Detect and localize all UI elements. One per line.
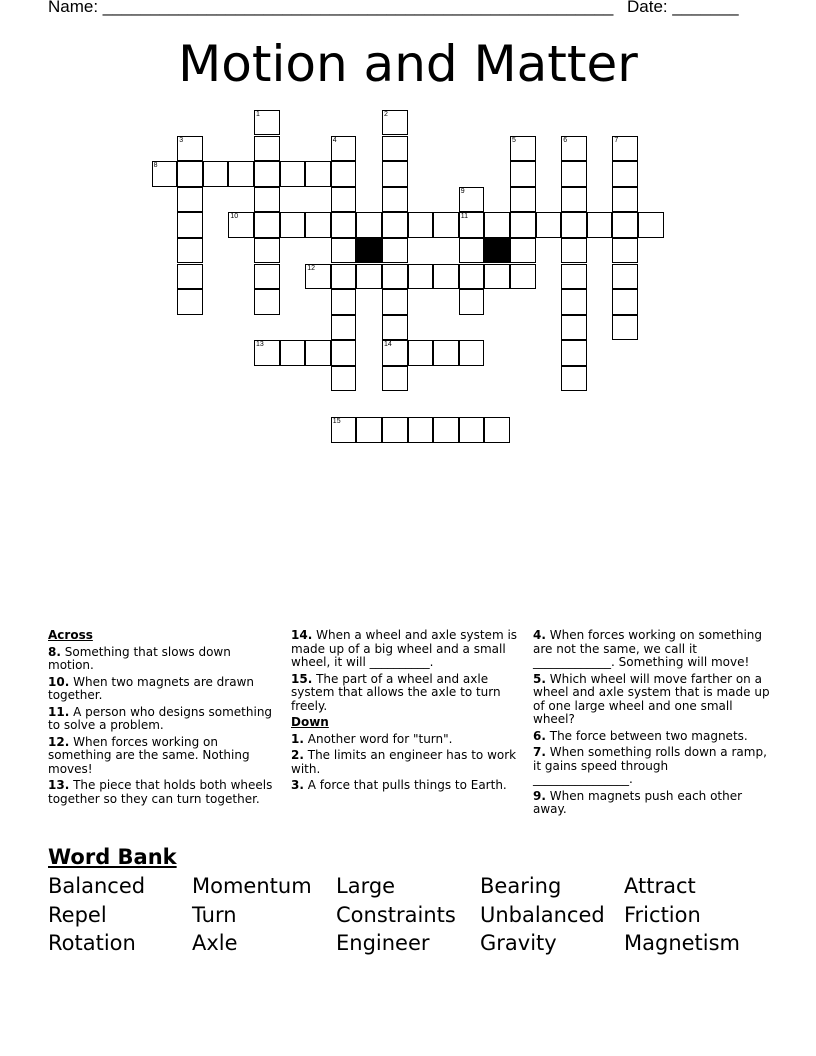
grid-cell[interactable] — [612, 212, 638, 238]
grid-cell[interactable] — [280, 212, 306, 238]
grid-cell[interactable] — [331, 187, 357, 213]
grid-cell[interactable] — [177, 161, 203, 187]
grid-cell[interactable] — [382, 212, 408, 238]
clues-column-3 — [533, 629, 771, 820]
grid-cell[interactable] — [331, 366, 357, 392]
word-bank-item: Rotation — [48, 931, 136, 955]
grid-cell[interactable] — [228, 212, 254, 238]
word-bank-item: Momentum — [192, 874, 312, 898]
word-bank-item: Constraints — [336, 903, 456, 927]
grid-cell[interactable] — [254, 340, 280, 366]
grid-cell[interactable] — [510, 161, 536, 187]
clue-down-2: 2. The limits an engineer has to work with. — [291, 748, 517, 776]
grid-cell[interactable] — [382, 289, 408, 315]
word-bank-item: Axle — [192, 931, 238, 955]
grid-cell[interactable] — [331, 161, 357, 187]
clue-down-9: 9. When magnets push each other away. — [533, 788, 743, 816]
grid-cell[interactable] — [510, 136, 536, 162]
grid-cell[interactable] — [382, 264, 408, 290]
grid-cell[interactable] — [356, 417, 382, 443]
grid-cell[interactable] — [382, 161, 408, 187]
grid-cell[interactable] — [305, 161, 331, 187]
word-bank-item: Gravity — [480, 931, 557, 955]
clue-down-6: 6. The force between two magnets. — [533, 728, 748, 743]
grid-cell[interactable] — [484, 417, 510, 443]
grid-cell[interactable] — [561, 212, 587, 238]
cell-number: 11 — [460, 213, 469, 221]
clue-down-7: 7. When something rolls down a ramp, it gains speed through ________________. — [533, 745, 767, 786]
across-heading: Across — [48, 628, 93, 642]
grid-cell[interactable] — [382, 417, 408, 443]
grid-cell[interactable] — [561, 264, 587, 290]
grid-cell[interactable] — [612, 136, 638, 162]
clue-across-14: 14. When a wheel and axle system is made up of a big wheel and a small wheel, it will __________. — [291, 628, 518, 669]
word-bank-title: Word Bank — [48, 845, 177, 869]
name-field[interactable]: Name: ______________________________________________________ — [48, 0, 614, 16]
grid-cell[interactable] — [510, 238, 536, 264]
grid-cell[interactable] — [356, 212, 382, 238]
black-square — [356, 238, 382, 264]
word-bank-item: Repel — [48, 903, 107, 927]
cell-number: 4 — [332, 136, 337, 144]
grid-cell[interactable] — [408, 212, 434, 238]
grid-cell[interactable] — [638, 212, 664, 238]
clue-down-5: 5. Which wheel will move farther on a wheel and axle system that is made up of one large wheel and one small wheel? — [533, 671, 770, 726]
grid-cell[interactable] — [382, 238, 408, 264]
cell-number: 10 — [230, 213, 239, 221]
grid-cell[interactable] — [280, 161, 306, 187]
cell-number: 7 — [614, 136, 619, 144]
grid-cell[interactable] — [561, 289, 587, 315]
grid-cell[interactable] — [305, 264, 331, 290]
grid-cell[interactable] — [408, 340, 434, 366]
grid-cell[interactable] — [177, 187, 203, 213]
word-bank-item: Friction — [624, 903, 701, 927]
grid-cell[interactable] — [177, 289, 203, 315]
grid-cell[interactable] — [459, 340, 485, 366]
page-title: Motion and Matter — [178, 35, 638, 93]
grid-cell[interactable] — [536, 212, 562, 238]
word-bank-item: Balanced — [48, 874, 146, 898]
grid-cell[interactable] — [152, 161, 178, 187]
grid-cell[interactable] — [177, 212, 203, 238]
grid-cell[interactable] — [408, 417, 434, 443]
grid-cell[interactable] — [356, 264, 382, 290]
clue-across-8: 8. Something that slows down motion. — [48, 644, 231, 672]
clue-across-12: 12. When forces working on something are the same. Nothing moves! — [48, 734, 250, 776]
grid-cell[interactable] — [254, 289, 280, 315]
grid-cell[interactable] — [561, 340, 587, 366]
grid-cell[interactable] — [228, 161, 254, 187]
grid-cell[interactable] — [254, 161, 280, 187]
grid-cell[interactable] — [459, 238, 485, 264]
grid-cell[interactable] — [382, 110, 408, 136]
grid-cell[interactable] — [331, 289, 357, 315]
grid-cell[interactable] — [254, 110, 280, 136]
clue-across-13: 13. The piece that holds both wheels together so they can turn together. — [48, 778, 273, 806]
grid-cell[interactable] — [254, 212, 280, 238]
cell-number: 9 — [460, 187, 465, 195]
cell-number: 1 — [256, 110, 260, 118]
grid-cell[interactable] — [331, 340, 357, 366]
grid-cell[interactable] — [254, 264, 280, 290]
grid-cell[interactable] — [510, 264, 536, 290]
grid-cell[interactable] — [254, 187, 280, 213]
clues-column-1 — [48, 629, 280, 809]
cell-number: 6 — [563, 136, 568, 144]
grid-cell[interactable] — [280, 340, 306, 366]
grid-cell[interactable] — [408, 264, 434, 290]
cell-number: 8 — [153, 162, 158, 170]
grid-cell[interactable] — [561, 366, 587, 392]
grid-cell[interactable] — [331, 238, 357, 264]
word-bank-item: Engineer — [336, 931, 430, 955]
word-bank-item: Large — [336, 874, 396, 898]
grid-cell[interactable] — [561, 238, 587, 264]
cell-number: 5 — [512, 136, 516, 144]
grid-cell[interactable] — [331, 417, 357, 443]
grid-cell[interactable] — [459, 212, 485, 238]
grid-cell[interactable] — [510, 212, 536, 238]
grid-cell[interactable] — [561, 136, 587, 162]
grid-cell[interactable] — [484, 264, 510, 290]
grid-cell[interactable] — [459, 264, 485, 290]
grid-cell[interactable] — [382, 136, 408, 162]
grid-cell[interactable] — [331, 315, 357, 341]
cell-number: 12 — [307, 264, 315, 272]
down-heading: Down — [291, 715, 329, 729]
grid-cell[interactable] — [254, 136, 280, 162]
grid-cell[interactable] — [459, 187, 485, 213]
grid-cell[interactable] — [382, 187, 408, 213]
grid-cell[interactable] — [305, 212, 331, 238]
clue-down-4: 4. When forces working on something are not the same, we call it _____________. Something will move! — [533, 628, 763, 669]
grid-cell[interactable] — [382, 366, 408, 392]
grid-cell[interactable] — [612, 289, 638, 315]
clues-column-2 — [291, 629, 523, 796]
grid-cell[interactable] — [612, 161, 638, 187]
word-bank-item: Unbalanced — [480, 903, 605, 927]
word-bank-item: Turn — [192, 903, 237, 927]
word-bank-item: Attract — [624, 874, 696, 898]
cell-number: 15 — [332, 418, 341, 426]
grid-cell[interactable] — [177, 238, 203, 264]
word-bank-item: Magnetism — [624, 931, 741, 955]
crossword-grid — [0, 0, 816, 460]
cell-number: 14 — [384, 341, 392, 349]
clue-down-1: 1. Another word for "turn". — [291, 731, 453, 746]
grid-cell[interactable] — [587, 212, 613, 238]
grid-cell[interactable] — [612, 315, 638, 341]
grid-cell[interactable] — [561, 187, 587, 213]
grid-cell[interactable] — [177, 136, 203, 162]
grid-cell[interactable] — [433, 264, 459, 290]
clue-across-15: 15. The part of a wheel and axle system that allows the axle to turn freely. — [291, 671, 501, 713]
grid-cell[interactable] — [561, 315, 587, 341]
cell-number: 3 — [179, 136, 184, 144]
grid-cell[interactable] — [484, 212, 510, 238]
grid-cell[interactable] — [433, 340, 459, 366]
grid-cell[interactable] — [510, 187, 536, 213]
cell-number: 2 — [384, 110, 388, 118]
grid-cell[interactable] — [177, 264, 203, 290]
grid-cell[interactable] — [254, 238, 280, 264]
grid-cell[interactable] — [561, 161, 587, 187]
grid-cell[interactable] — [331, 212, 357, 238]
grid-cell[interactable] — [331, 136, 357, 162]
grid-cell[interactable] — [382, 340, 408, 366]
cell-number: 13 — [256, 341, 264, 349]
clue-across-10: 10. When two magnets are drawn together. — [48, 674, 255, 702]
grid-cell[interactable] — [203, 161, 229, 187]
date-field[interactable]: Date: _______ — [627, 0, 739, 16]
black-square — [484, 238, 510, 264]
grid-cell[interactable] — [382, 315, 408, 341]
grid-cell[interactable] — [305, 340, 331, 366]
clue-down-3: 3. A force that pulls things to Earth. — [291, 778, 507, 792]
word-bank-item: Bearing — [480, 874, 562, 898]
grid-cell[interactable] — [459, 417, 485, 443]
grid-cell[interactable] — [331, 264, 357, 290]
grid-cell[interactable] — [433, 212, 459, 238]
grid-cell[interactable] — [459, 289, 485, 315]
grid-cell[interactable] — [612, 187, 638, 213]
clue-across-11: 11. A person who designs something to solve a problem. — [48, 704, 273, 732]
grid-cell[interactable] — [433, 417, 459, 443]
grid-cell[interactable] — [612, 238, 638, 264]
grid-cell[interactable] — [612, 264, 638, 290]
